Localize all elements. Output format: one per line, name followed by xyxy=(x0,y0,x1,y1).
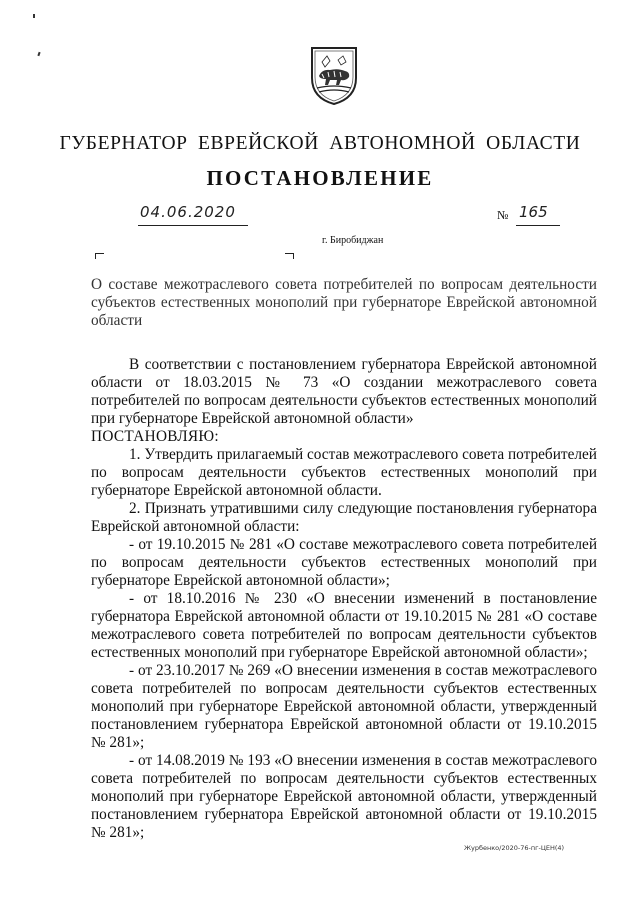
list-item: - от 14.08.2019 № 193 «О внесении изменения в состав межотраслевого совета потребителей по вопросам деятельности субъектов естественных монополий при губернаторе Еврейской автономной области, утвержденный постановлением губернатора Еврейской автономной области от 19.10.2015 № 281»; xyxy=(91,752,597,841)
number-label: № xyxy=(497,208,509,222)
city-label: г. Биробиджан xyxy=(322,235,384,246)
intro-paragraph: В соответствии с постановлением губернатора Еврейской автономной области от 18.03.2015 № 73 «О создании межотраслевого совета потребителей по вопросам деятельности субъектов естественных монополий при губернаторе Еврейской автономной области» xyxy=(91,356,597,427)
list-item: - от 23.10.2017 № 269 «О внесении изменения в состав межотраслевого совета потребителей по вопросам деятельности субъектов естественных монополий при губернаторе Еврейской автономной области, утвержденный постановлением губернатора Еврейской автономной области от 19.10.2015 № 281»; xyxy=(91,662,597,751)
document-date: 04.06.2020 xyxy=(140,203,236,221)
coat-of-arms-icon xyxy=(308,44,360,106)
subject-corner-right xyxy=(285,253,294,259)
footer-code: Журбенко/2020-76-пг-ЦЕН(4) xyxy=(464,844,565,852)
list-item: - от 19.10.2015 № 281 «О составе межотраслевого совета потребителей по вопросам деятельности субъектов естественных монополий при губернаторе Еврейской автономной области»; xyxy=(91,536,597,589)
date-field xyxy=(138,203,248,226)
paragraph-1: 1. Утвердить прилагаемый состав межотраслевого совета потребителей по вопросам деятельности субъектов естественных монополий при губернаторе Еврейской автономной области. xyxy=(91,446,597,499)
decree-word: ПОСТАНОВЛЯЮ: xyxy=(91,428,219,445)
number-field xyxy=(516,203,560,226)
document-type: ПОСТАНОВЛЕНИЕ xyxy=(206,166,434,190)
margin-mark xyxy=(37,52,40,56)
paragraph-2: 2. Признать утратившими силу следующие постановления губернатора Еврейской автономной области: xyxy=(91,500,597,535)
document-body xyxy=(91,356,597,842)
subject-corner-left xyxy=(95,253,104,259)
governor-title: ГУБЕРНАТОР ЕВРЕЙСКОЙ АВТОНОМНОЙ ОБЛАСТИ xyxy=(59,133,581,154)
margin-mark xyxy=(33,14,35,18)
list-item: - от 18.10.2016 № 230 «О внесении изменений в постановление губернатора Еврейской автономной области от 19.10.2015 № 281 «О составе межотраслевого совета потребителей по вопросам деятельности субъектов естественных монополий при губернаторе Еврейской автономной области»; xyxy=(91,590,597,661)
document-number: 165 xyxy=(519,203,548,221)
document-subject: О составе межотраслевого совета потребителей по вопросам деятельности субъектов естественных монополий при губернаторе Еврейской автономной области xyxy=(91,276,597,329)
